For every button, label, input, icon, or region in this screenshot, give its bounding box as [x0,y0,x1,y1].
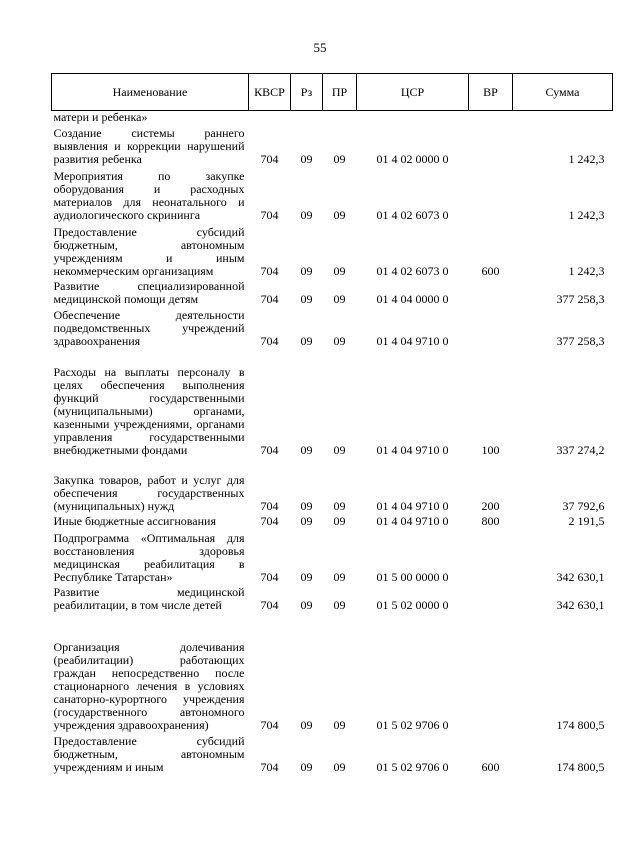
cell-name: Развитие медицинской реабилитации, в том числе детей [53,585,245,612]
cell-rz: 09 [300,292,313,306]
table-header-row [52,74,613,111]
cell-kvsr: 704 [260,598,279,612]
cell-rz: 09 [300,443,313,457]
cell-pr: 09 [333,334,346,348]
table-row [52,586,613,614]
cell-csr: 01 4 02 6073 0 [376,208,449,222]
cell-sum: 174 800,5 [556,760,605,774]
cell-rz: 09 [300,598,313,612]
cell-name: Предоставление субсидий бюджетным, автономным учреждениям и иным [53,734,245,774]
cell-sum: 377 258,3 [556,334,605,348]
cell-name: матери и ребенка» [53,110,148,124]
cell-vr [469,280,513,308]
cell-csr: 01 4 04 0000 0 [376,292,449,306]
cell-csr: 01 5 02 0000 0 [376,598,449,612]
cell-pr: 09 [333,514,346,528]
cell-pr: 09 [333,570,346,584]
header-kvsr: КВСР [249,74,291,111]
cell-rz: 09 [300,570,313,584]
budget-table [51,73,613,776]
cell-kvsr: 704 [260,264,279,278]
cell-rz: 09 [300,334,313,348]
cell-csr: 01 4 02 0000 0 [376,152,449,166]
cell-pr: 09 [333,264,346,278]
cell-sum: 1 242,3 [568,152,605,166]
cell-rz: 09 [300,264,313,278]
cell-vr [469,614,513,734]
cell-kvsr: 704 [260,443,279,457]
table-row [52,224,613,280]
cell-vr [469,111,513,127]
header-pr: ПР [323,74,357,111]
cell-name: Организация долечивания (реабилитации) работающих граждан непосредственно после стационарного лечения в условиях санаторно-курортного учреждения (государственного автономного учреждения здравоохранения) [53,640,245,732]
cell-sum: 342 630,1 [556,570,605,584]
header-csr: ЦСР [357,74,469,111]
cell-pr: 09 [333,718,346,732]
cell-rz: 09 [300,208,313,222]
cell-vr: 600 [481,264,500,278]
cell-pr: 09 [333,598,346,612]
cell-pr [323,111,357,127]
table-row [52,111,613,127]
cell-kvsr: 704 [260,514,279,528]
header-rz: Рз [291,74,323,111]
table-row [52,126,613,168]
cell-name: Закупка товаров, работ и услуг для обеспечения государственных (муниципальных) нужд [53,473,245,513]
cell-csr: 01 4 04 9710 0 [376,443,449,457]
cell-sum: 2 191,5 [568,514,605,528]
cell-name: Расходы на выплаты персоналу в целях обеспечения выполнения функций государственными (муниципальными) органами, казенными учреждениями, органами управления государственными внебюджетными фондами [53,365,245,457]
cell-pr: 09 [333,443,346,457]
cell-csr: 01 4 02 6073 0 [376,264,449,278]
cell-kvsr: 704 [260,152,279,166]
table-row [52,515,613,530]
cell-csr: 01 5 02 9706 0 [376,760,449,774]
cell-name: Предоставление субсидий бюджетным, автономным учреждениям и иным некоммерческим организациям [53,225,245,278]
cell-csr: 01 4 04 9710 0 [376,334,449,348]
cell-vr [469,126,513,168]
cell-name: Подпрограмма «Оптимальная для восстановления здоровья медицинская реабилитация в Республике Татарстан» [53,531,245,584]
cell-sum: 37 792,6 [562,499,605,513]
cell-kvsr: 704 [260,334,279,348]
table-row [52,168,613,224]
cell-vr [469,530,513,586]
cell-rz [291,111,323,127]
cell-kvsr: 704 [260,570,279,584]
cell-sum: 342 630,1 [556,598,605,612]
cell-pr: 09 [333,760,346,774]
cell-kvsr: 704 [260,208,279,222]
cell-vr: 100 [481,443,500,457]
cell-rz: 09 [300,514,313,528]
cell-vr: 600 [481,760,500,774]
cell-vr: 200 [481,499,500,513]
table-row [52,459,613,515]
table-row [52,530,613,586]
cell-pr: 09 [333,208,346,222]
cell-csr: 01 4 04 9710 0 [376,514,449,528]
cell-sum: 174 800,5 [556,718,605,732]
table-body [52,111,613,777]
cell-sum [513,111,613,127]
cell-rz: 09 [300,760,313,774]
cell-rz: 09 [300,499,313,513]
header-name: Наименование [52,74,249,111]
cell-vr [469,586,513,614]
cell-name: Развитие специализированной медицинской помощи детям [53,279,245,306]
cell-rz: 09 [300,718,313,732]
header-vr: ВР [469,74,513,111]
cell-vr [469,168,513,224]
cell-pr: 09 [333,292,346,306]
cell-name: Иные бюджетные ассигнования [53,514,216,528]
page-number: 55 [313,40,327,55]
table-row [52,350,613,459]
cell-name: Создание системы раннего выявления и коррекции нарушений развития ребенка [53,126,245,166]
cell-sum: 377 258,3 [556,292,605,306]
cell-pr: 09 [333,499,346,513]
cell-sum: 337 274,2 [556,443,605,457]
table-row [52,614,613,734]
cell-sum: 1 242,3 [568,264,605,278]
cell-sum: 1 242,3 [568,208,605,222]
cell-csr: 01 4 04 9710 0 [376,499,449,513]
cell-kvsr [249,111,291,127]
cell-kvsr: 704 [260,718,279,732]
cell-rz: 09 [300,152,313,166]
table-row [52,734,613,776]
cell-vr [469,308,513,350]
cell-kvsr: 704 [260,292,279,306]
header-sum: Сумма [513,74,613,111]
cell-kvsr: 704 [260,760,279,774]
cell-csr: 01 5 00 0000 0 [376,570,449,584]
cell-pr: 09 [333,152,346,166]
cell-name: Мероприятия по закупке оборудования и расходных материалов для неонатального и аудиологического скрининга [53,169,245,222]
cell-kvsr: 704 [260,499,279,513]
cell-vr: 800 [481,514,500,528]
cell-csr: 01 5 02 9706 0 [376,718,449,732]
table-row [52,280,613,308]
cell-csr [357,111,469,127]
table-row [52,308,613,350]
cell-name: Обеспечение деятельности подведомственных учреждений здравоохранения [53,308,245,348]
